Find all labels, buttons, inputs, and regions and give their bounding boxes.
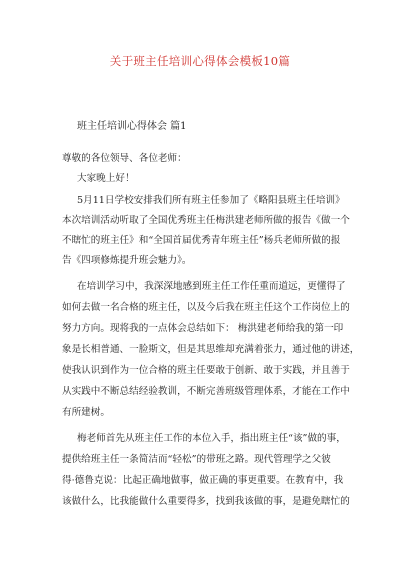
paragraph-line: 有所建树。 (62, 407, 110, 418)
section-heading: 班主任培训心得体会 篇1 (77, 121, 187, 132)
paragraph-line: 使我认识到作为一位合格的班主任要敢于创新、敢于实践，并且善于 (62, 365, 350, 376)
paragraph-line: 该做什么，比我能做什么重要得多，找到我该做的事，是避免瞎忙的 (62, 496, 350, 507)
paragraph-line: 5月11日学校安排我们所有班主任参加了《略阳县班主任培训》 (77, 195, 345, 206)
salutation-line: 尊敬的各位领导、各位老师： (62, 153, 187, 164)
paragraph-line: 本次培训活动听取了全国优秀班主任梅洪建老师所做的报告《做一个 (62, 215, 350, 226)
paragraph-line: 在培训学习中，我深深地感到班主任工作任重而道远，更懂得了 (77, 281, 346, 292)
document-title: 关于班主任培训心得体会模板10篇 (109, 54, 291, 68)
paragraph-line: 得·德鲁克说：比起正确地做事，做正确的事更重要。在教育中，我 (62, 475, 344, 486)
paragraph-line: 提供给班主任一条简洁而“轻松”的带班之路。现代管理学之父彼 (62, 454, 331, 465)
paragraph-line: 从实践中不断总结经验教训，不断完善班级管理体系，才能在工作中 (62, 386, 350, 397)
paragraph-line: 梅老师首先从班主任工作的本位入手，指出班主任“该”做的事， (77, 433, 346, 444)
greeting-line: 大家晚上好！ (77, 173, 135, 184)
paragraph-line: 如何去做一名合格的班主任，以及今后我在班主任这个工作岗位上的 (62, 302, 350, 313)
paragraph-line: 告《四项修炼提升班会魅力》。 (62, 255, 192, 266)
paragraph-line: 努力方向。现将我的一点体会总结如下： 梅洪建老师给我的第一印 (62, 323, 344, 334)
paragraph-line: 不瞎忙的班主任》和“全国首届优秀青年班主任”杨兵老师所做的报 (62, 235, 341, 246)
paragraph-line: 象是长相普通、一脸斯文，但是其思维却充满着张力，通过他的讲述， (62, 344, 360, 355)
